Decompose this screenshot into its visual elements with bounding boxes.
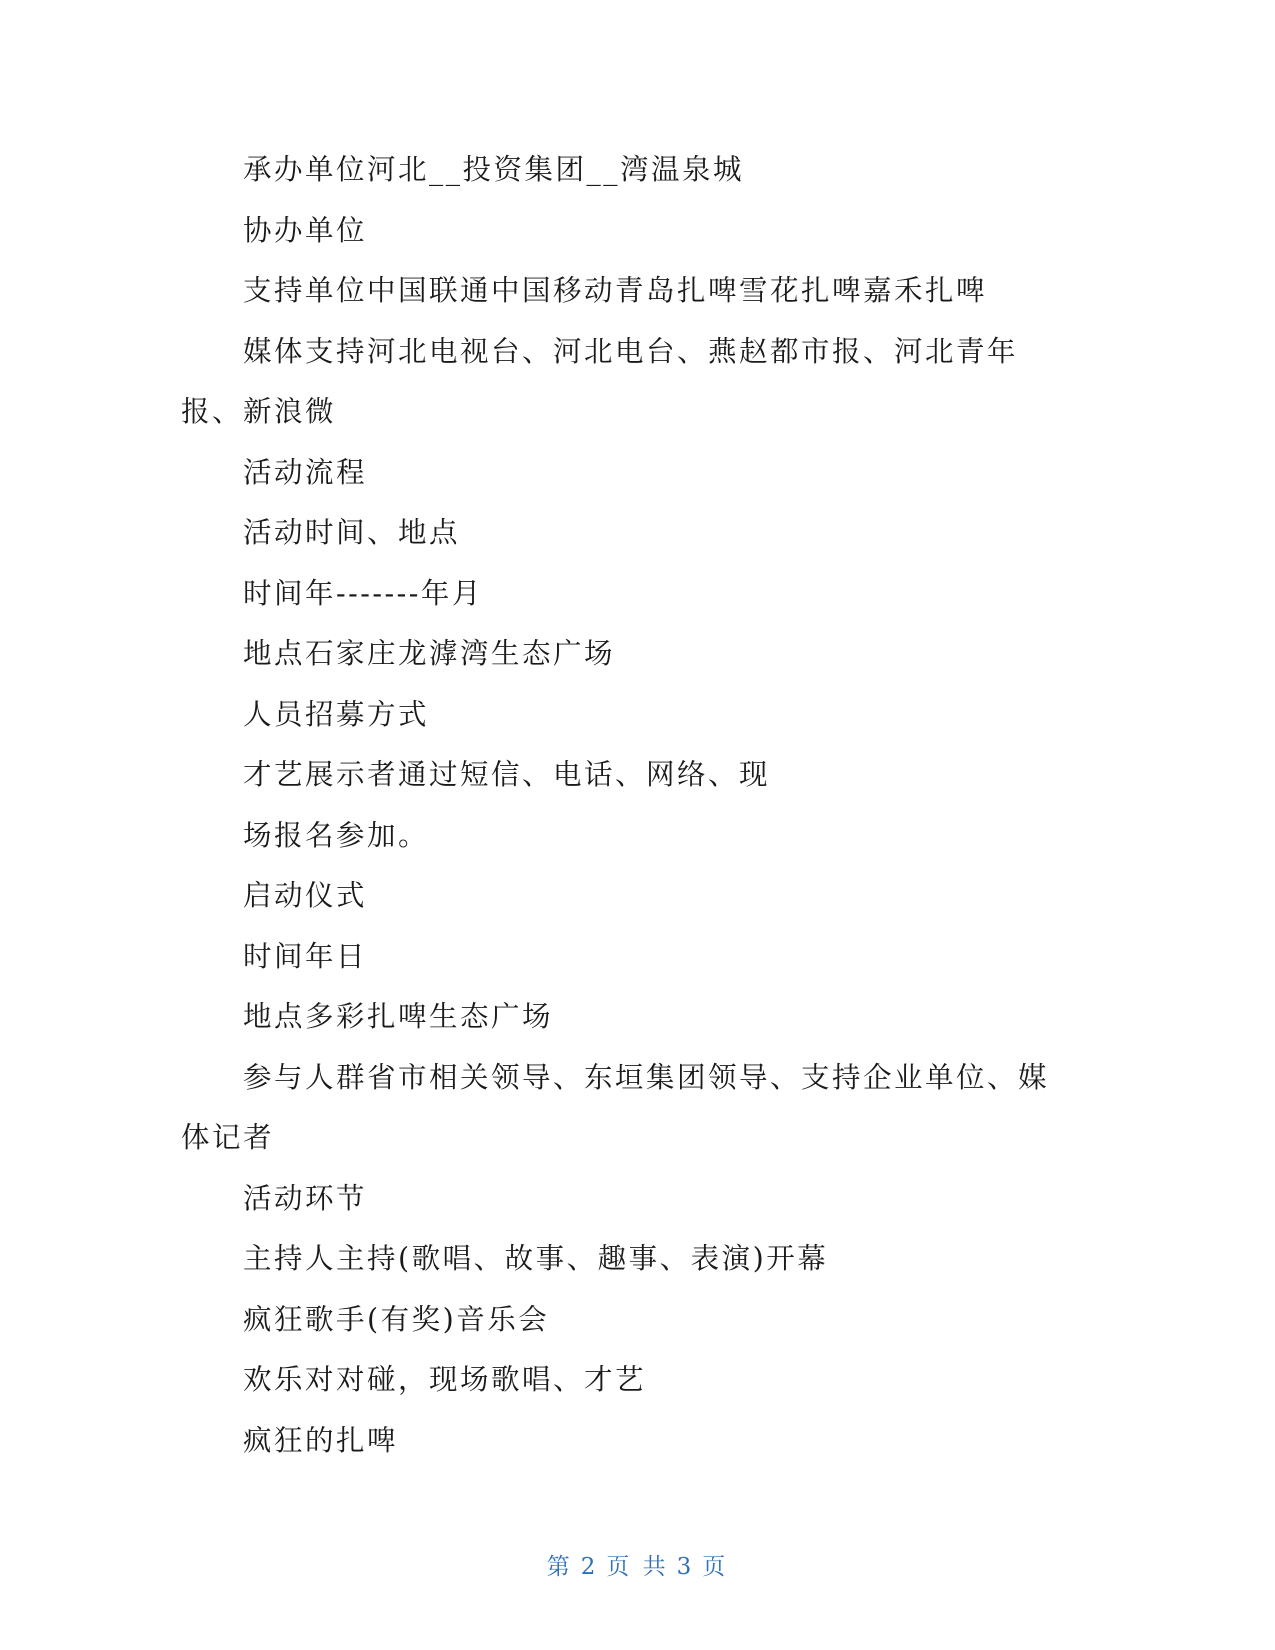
paragraph-launch-time: 时间年日 xyxy=(243,939,368,973)
paragraph-co-organizer: 协办单位 xyxy=(243,213,368,247)
paragraph-place: 地点石家庄龙滹湾生态广场 xyxy=(243,637,616,670)
page-footer xyxy=(0,1548,1275,1581)
paragraph-crazy-singer: 疯狂歌手(有奖)音乐会 xyxy=(243,1302,550,1336)
footer-suffix: 页 xyxy=(702,1554,729,1580)
paragraph-activity-segments: 活动环节 xyxy=(243,1181,368,1215)
paragraph-launch-ceremony: 启动仪式 xyxy=(243,879,368,912)
paragraph-media-support: 媒体支持河北电视台、河北电台、燕赵都市报、河北青年报、新浪微 xyxy=(181,334,1019,428)
paragraph-time-place-heading: 活动时间、地点 xyxy=(243,516,461,549)
footer-current-page: 2 xyxy=(580,1554,599,1580)
footer-middle: 页 共 xyxy=(606,1554,669,1580)
paragraph-organizer: 承办单位河北__投资集团__湾温泉城 xyxy=(243,153,745,186)
paragraph-host-opening: 主持人主持(歌唱、故事、趣事、表演)开幕 xyxy=(243,1242,829,1275)
footer-prefix: 第 xyxy=(546,1554,573,1580)
paragraph-recruitment-text-1: 才艺展示者通过短信、电话、网络、现 xyxy=(243,758,771,791)
paragraph-recruitment-heading: 人员招募方式 xyxy=(243,697,430,731)
paragraph-supporters: 支持单位中国联通中国移动青岛扎啤雪花扎啤嘉禾扎啤 xyxy=(243,274,988,307)
paragraph-time: 时间年-------年月 xyxy=(243,576,483,610)
footer-total-pages: 3 xyxy=(676,1554,695,1580)
paragraph-launch-place: 地点多彩扎啤生态广场 xyxy=(243,1000,554,1033)
paragraph-activity-flow: 活动流程 xyxy=(243,455,368,489)
paragraph-recruitment-text-2: 场报名参加。 xyxy=(243,818,430,852)
paragraph-crazy-beer: 疯狂的扎啤 xyxy=(243,1423,399,1457)
paragraph-participants: 参与人群省市相关领导、东垣集团领导、支持企业单位、媒体记者 xyxy=(181,1060,1050,1154)
paragraph-happy-match: 欢乐对对碰，现场歌唱、才艺 xyxy=(243,1363,647,1396)
document-body xyxy=(181,140,1061,1471)
